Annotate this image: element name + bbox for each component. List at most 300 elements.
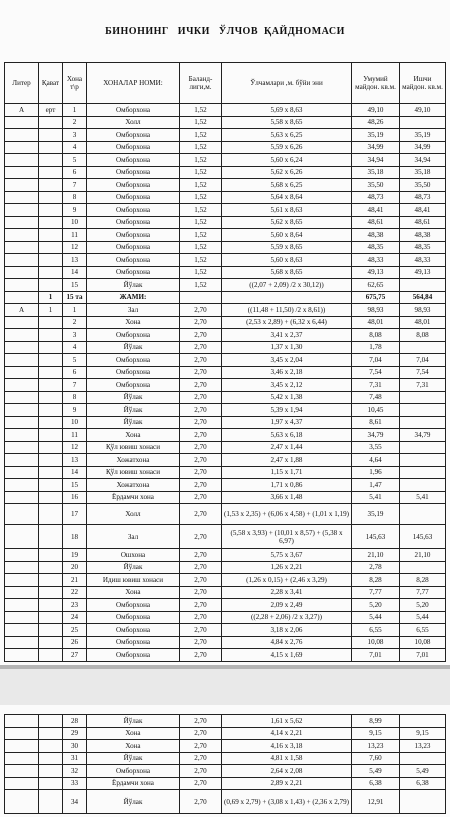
- table-row: [5, 561, 446, 574]
- cell-liter: [5, 649, 39, 662]
- cell-height: 2,70: [180, 429, 222, 442]
- cell-room-number: 16: [63, 491, 87, 504]
- cell-total-area: 7,04: [352, 354, 400, 367]
- cell-kavat: [39, 586, 63, 599]
- cell-height: 1,52: [180, 204, 222, 217]
- cell-dimensions: 3,41 х 2,37: [222, 329, 352, 342]
- cell-height: 2,70: [180, 525, 222, 549]
- table-row: [5, 574, 446, 587]
- cell-work-area: 48,33: [400, 254, 446, 267]
- cell-room-name: Идиш ювиш хонаси: [87, 574, 180, 587]
- header-dimensions: Ўлчамлари ,м. бўйи эни: [222, 63, 352, 104]
- cell-kavat: [39, 790, 63, 814]
- cell-kavat: [39, 116, 63, 129]
- cell-work-area: [400, 466, 446, 479]
- table-row: [5, 479, 446, 492]
- cell-room-number: 8: [63, 191, 87, 204]
- cell-work-area: [400, 341, 446, 354]
- cell-room-name: Омборхона: [87, 104, 180, 117]
- cell-total-area: 48,73: [352, 191, 400, 204]
- cell-room-number: 12: [63, 441, 87, 454]
- cell-total-area: 10,45: [352, 404, 400, 417]
- header-work-area: Ишчи майдон. кв.м.: [400, 63, 446, 104]
- cell-kavat: [39, 491, 63, 504]
- cell-dimensions: 5,68 х 8,65: [222, 266, 352, 279]
- cell-height: 2,70: [180, 479, 222, 492]
- cell-total-area: 35,19: [352, 129, 400, 142]
- cell-dimensions: 3,46 х 2,18: [222, 366, 352, 379]
- cell-room-name: Омборхона: [87, 611, 180, 624]
- table-row: [5, 752, 446, 765]
- cell-dimensions: 5,59 х 6,26: [222, 141, 352, 154]
- cell-room-number: 24: [63, 611, 87, 624]
- cell-dimensions: 2,89 х 2,21: [222, 777, 352, 790]
- cell-total-area: 6,38: [352, 777, 400, 790]
- cell-work-area: 48,41: [400, 204, 446, 217]
- table-row: [5, 765, 446, 778]
- cell-liter: [5, 191, 39, 204]
- cell-room-name: Омборхона: [87, 216, 180, 229]
- cell-room-name: Холл: [87, 504, 180, 525]
- cell-dimensions: 5,62 х 6,26: [222, 166, 352, 179]
- cell-total-area: 34,94: [352, 154, 400, 167]
- cell-liter: [5, 715, 39, 728]
- cell-room-name: Омборхона: [87, 166, 180, 179]
- cell-total-area: 8,08: [352, 329, 400, 342]
- cell-total-area: 2,78: [352, 561, 400, 574]
- table-row: [5, 104, 446, 117]
- cell-liter: [5, 454, 39, 467]
- table-row: [5, 715, 446, 728]
- cell-kavat: ерт: [39, 104, 63, 117]
- cell-room-number: 33: [63, 777, 87, 790]
- cell-total-area: 7,31: [352, 379, 400, 392]
- cell-height: 2,70: [180, 416, 222, 429]
- cell-dimensions: (2,53 х 2,89) + (6,32 х 6,44): [222, 316, 352, 329]
- cell-liter: [5, 466, 39, 479]
- cell-room-number: 20: [63, 561, 87, 574]
- cell-liter: [5, 404, 39, 417]
- cell-total-area: 9,15: [352, 727, 400, 740]
- cell-kavat: [39, 366, 63, 379]
- cell-work-area: 7,04: [400, 354, 446, 367]
- cell-height: 2,70: [180, 727, 222, 740]
- cell-liter: [5, 765, 39, 778]
- cell-height: 1,52: [180, 129, 222, 142]
- cell-dimensions: 4,14 х 2,21: [222, 727, 352, 740]
- table-row: [5, 525, 446, 549]
- cell-dimensions: 1,97 х 4,37: [222, 416, 352, 429]
- cell-room-name: Йўлак: [87, 715, 180, 728]
- cell-kavat: [39, 466, 63, 479]
- cell-kavat: [39, 752, 63, 765]
- cell-room-number: 28: [63, 715, 87, 728]
- cell-total-area: 35,19: [352, 504, 400, 525]
- table-row: [5, 154, 446, 167]
- cell-work-area: 48,38: [400, 229, 446, 242]
- cell-kavat: [39, 740, 63, 753]
- measurement-table-continued: [4, 714, 446, 814]
- cell-kavat: [39, 316, 63, 329]
- cell-room-name: Омборхона: [87, 241, 180, 254]
- cell-room-name: Йўлак: [87, 341, 180, 354]
- cell-liter: [5, 636, 39, 649]
- cell-dimensions: 5,63 х 6,25: [222, 129, 352, 142]
- cell-height: 2,70: [180, 354, 222, 367]
- cell-kavat: [39, 266, 63, 279]
- cell-dimensions: 4,81 х 1,58: [222, 752, 352, 765]
- document-page-2: [0, 705, 450, 817]
- table-row: [5, 624, 446, 637]
- cell-room-number: 29: [63, 727, 87, 740]
- cell-room-name: Ёрдамчи хона: [87, 491, 180, 504]
- cell-room-name: Омборхона: [87, 204, 180, 217]
- cell-height: 2,70: [180, 586, 222, 599]
- cell-work-area: 5,49: [400, 765, 446, 778]
- cell-room-number: 10: [63, 216, 87, 229]
- cell-height: 1,52: [180, 154, 222, 167]
- cell-dimensions: 4,16 х 3,18: [222, 740, 352, 753]
- cell-dimensions: 4,15 х 1,69: [222, 649, 352, 662]
- cell-kavat: [39, 154, 63, 167]
- cell-room-name: Омборхона: [87, 636, 180, 649]
- cell-dimensions: ((2,07 + 2,09) /2 х 30,12)): [222, 279, 352, 292]
- cell-room-number: 1: [63, 104, 87, 117]
- cell-room-name: Хона: [87, 727, 180, 740]
- cell-room-name: Хона: [87, 586, 180, 599]
- cell-room-number: 19: [63, 549, 87, 562]
- cell-room-number: 11: [63, 229, 87, 242]
- cell-total-area: 12,91: [352, 790, 400, 814]
- cell-work-area: 35,19: [400, 129, 446, 142]
- cell-height: 1,52: [180, 166, 222, 179]
- cell-work-area: [400, 504, 446, 525]
- table-row: [5, 504, 446, 525]
- cell-kavat: [39, 611, 63, 624]
- cell-room-name: Йўлак: [87, 404, 180, 417]
- cell-liter: [5, 549, 39, 562]
- cell-room-number: 14: [63, 466, 87, 479]
- cell-height: 2,70: [180, 366, 222, 379]
- cell-total-area: 5,20: [352, 599, 400, 612]
- cell-height: 1,52: [180, 216, 222, 229]
- cell-dimensions: 2,64 х 2,08: [222, 765, 352, 778]
- cell-room-number: 32: [63, 765, 87, 778]
- cell-dimensions: 5,39 х 1,94: [222, 404, 352, 417]
- cell-kavat: [39, 649, 63, 662]
- cell-room-name: Омборхона: [87, 379, 180, 392]
- cell-liter: А: [5, 304, 39, 317]
- cell-liter: [5, 316, 39, 329]
- cell-work-area: 5,41: [400, 491, 446, 504]
- cell-room-number: 4: [63, 141, 87, 154]
- cell-work-area: 21,10: [400, 549, 446, 562]
- header-kavat: Қават: [39, 63, 63, 104]
- cell-total-area: 8,28: [352, 574, 400, 587]
- cell-room-number: 31: [63, 752, 87, 765]
- cell-total-area: 49,10: [352, 104, 400, 117]
- cell-room-count: 15 та: [63, 291, 87, 304]
- cell-room-number: 23: [63, 599, 87, 612]
- cell-room-name: Омборхона: [87, 624, 180, 637]
- cell-liter: [5, 179, 39, 192]
- cell-liter: [5, 391, 39, 404]
- cell-work-area: 5,44: [400, 611, 446, 624]
- cell-liter: [5, 525, 39, 549]
- cell-liter: [5, 561, 39, 574]
- cell-height: 2,70: [180, 649, 222, 662]
- cell-kavat: [39, 229, 63, 242]
- cell-room-number: 30: [63, 740, 87, 753]
- cell-work-area: 34,99: [400, 141, 446, 154]
- cell-liter: [5, 341, 39, 354]
- cell-dimensions: 5,60 х 8,64: [222, 229, 352, 242]
- cell-work-area: [400, 416, 446, 429]
- table-row: [5, 166, 446, 179]
- cell-liter: [5, 479, 39, 492]
- cell-room-number: 2: [63, 316, 87, 329]
- cell-kavat: [39, 574, 63, 587]
- cell-work-area: 48,35: [400, 241, 446, 254]
- cell-total-area: 8,99: [352, 715, 400, 728]
- cell-work-area: [400, 116, 446, 129]
- cell-total-area: 5,44: [352, 611, 400, 624]
- cell-dimensions: 5,60 х 8,63: [222, 254, 352, 267]
- cell-total-area: 48,33: [352, 254, 400, 267]
- cell-kavat: [39, 624, 63, 637]
- cell-height: 2,70: [180, 752, 222, 765]
- cell-work-area: [400, 715, 446, 728]
- cell-height: 2,70: [180, 316, 222, 329]
- cell-room-name: Зал: [87, 525, 180, 549]
- cell-kavat: [39, 404, 63, 417]
- cell-dimensions: 2,47 х 1,44: [222, 441, 352, 454]
- cell-room-name: Омборхона: [87, 266, 180, 279]
- cell-height: 2,70: [180, 404, 222, 417]
- cell-room-number: 25: [63, 624, 87, 637]
- cell-work-area: 49,13: [400, 266, 446, 279]
- cell-kavat: [39, 525, 63, 549]
- cell-room-number: 26: [63, 636, 87, 649]
- cell-dimensions: 4,84 х 2,76: [222, 636, 352, 649]
- cell-liter: [5, 790, 39, 814]
- cell-room-name: Йўлак: [87, 416, 180, 429]
- cell-total-area: 8,61: [352, 416, 400, 429]
- cell-liter: [5, 599, 39, 612]
- cell-work-area: [400, 561, 446, 574]
- cell-work-area: 35,50: [400, 179, 446, 192]
- table-row: [5, 366, 446, 379]
- header-total-area: Умумий майдон. кв.м.: [352, 63, 400, 104]
- table-row: [5, 191, 446, 204]
- cell-total-area: 675,75: [352, 291, 400, 304]
- cell-total-area: 62,65: [352, 279, 400, 292]
- table-row: [5, 611, 446, 624]
- cell-dimensions: (1,26 х 0,15) + (2,46 х 3,29): [222, 574, 352, 587]
- cell-height: 2,70: [180, 740, 222, 753]
- cell-work-area: 48,73: [400, 191, 446, 204]
- cell-work-area: 34,79: [400, 429, 446, 442]
- cell-room-number: 7: [63, 179, 87, 192]
- cell-liter: [5, 504, 39, 525]
- cell-liter: [5, 241, 39, 254]
- cell-room-number: 17: [63, 504, 87, 525]
- table-row: [5, 454, 446, 467]
- cell-kavat: [39, 549, 63, 562]
- cell-liter: [5, 429, 39, 442]
- cell-total-area: 10,08: [352, 636, 400, 649]
- cell-room-number: 5: [63, 154, 87, 167]
- cell-height: 2,70: [180, 636, 222, 649]
- cell-room-name: Холл: [87, 116, 180, 129]
- cell-height: 2,70: [180, 611, 222, 624]
- cell-height: 1,52: [180, 266, 222, 279]
- cell-liter: [5, 740, 39, 753]
- cell-total-area: 5,49: [352, 765, 400, 778]
- cell-liter: [5, 254, 39, 267]
- cell-room-number: 1: [63, 304, 87, 317]
- cell-room-number: 10: [63, 416, 87, 429]
- cell-dimensions: 1,71 х 0,86: [222, 479, 352, 492]
- cell-dimensions: 3,45 х 2,04: [222, 354, 352, 367]
- cell-kavat: [39, 341, 63, 354]
- cell-total-area: 98,93: [352, 304, 400, 317]
- table-row: [5, 341, 446, 354]
- cell-liter: [5, 329, 39, 342]
- cell-kavat: [39, 254, 63, 267]
- cell-liter: [5, 204, 39, 217]
- cell-liter: [5, 586, 39, 599]
- table-row: [5, 429, 446, 442]
- cell-height: 1,52: [180, 254, 222, 267]
- cell-room-name: Қўл ювиш хонаси: [87, 441, 180, 454]
- cell-total-area: 48,38: [352, 229, 400, 242]
- cell-total-area: 7,54: [352, 366, 400, 379]
- table-row: [5, 129, 446, 142]
- cell-liter: [5, 216, 39, 229]
- cell-kavat: [39, 191, 63, 204]
- cell-work-area: [400, 479, 446, 492]
- cell-dimensions: ((11,48 + 11,50) /2 х 8,61)): [222, 304, 352, 317]
- cell-work-area: 7,01: [400, 649, 446, 662]
- cell-height: 2,70: [180, 765, 222, 778]
- cell-room-number: 4: [63, 341, 87, 354]
- cell-dimensions: (5,58 х 3,93) + (10,01 х 8,57) + (5,38 х 6,97): [222, 525, 352, 549]
- cell-kavat: [39, 727, 63, 740]
- table-row: [5, 441, 446, 454]
- subtotal-row: [5, 291, 446, 304]
- cell-dimensions: 5,64 х 8,64: [222, 191, 352, 204]
- cell-room-name: Ёрдамчи хона: [87, 777, 180, 790]
- cell-work-area: 564,84: [400, 291, 446, 304]
- cell-work-area: 6,38: [400, 777, 446, 790]
- cell-work-area: 5,20: [400, 599, 446, 612]
- cell-total-area: 34,79: [352, 429, 400, 442]
- cell-liter: [5, 291, 39, 304]
- cell-height: 2,70: [180, 504, 222, 525]
- cell-dimensions: 5,61 х 8,63: [222, 204, 352, 217]
- cell-room-number: 27: [63, 649, 87, 662]
- cell-liter: [5, 129, 39, 142]
- table-row: [5, 329, 446, 342]
- cell-liter: [5, 141, 39, 154]
- table-row: [5, 316, 446, 329]
- cell-total-area: 1,78: [352, 341, 400, 354]
- cell-kavat: [39, 379, 63, 392]
- cell-room-name: Йўлак: [87, 279, 180, 292]
- cell-total-area: 48,41: [352, 204, 400, 217]
- cell-room-name: Зал: [87, 304, 180, 317]
- cell-room-name: Омборхона: [87, 191, 180, 204]
- cell-dimensions: 5,42 х 1,38: [222, 391, 352, 404]
- cell-kavat: [39, 354, 63, 367]
- table-row: [5, 241, 446, 254]
- table-row: [5, 790, 446, 814]
- cell-total-area: 48,35: [352, 241, 400, 254]
- cell-work-area: 8,28: [400, 574, 446, 587]
- cell-dimensions: 5,69 х 8,63: [222, 104, 352, 117]
- cell-room-name: Омборхона: [87, 366, 180, 379]
- cell-total-area: 35,18: [352, 166, 400, 179]
- table-row: [5, 491, 446, 504]
- cell-total-area: 1,96: [352, 466, 400, 479]
- cell-dimensions: 2,47 х 1,88: [222, 454, 352, 467]
- cell-liter: [5, 266, 39, 279]
- cell-work-area: 48,61: [400, 216, 446, 229]
- cell-room-number: 18: [63, 525, 87, 549]
- cell-dimensions: 5,68 х 6,25: [222, 179, 352, 192]
- cell-kavat: [39, 479, 63, 492]
- table-row: [5, 727, 446, 740]
- cell-height: 2,70: [180, 304, 222, 317]
- cell-room-name: Омборхона: [87, 154, 180, 167]
- cell-height: 2,70: [180, 391, 222, 404]
- cell-dimensions: 5,59 х 8,65: [222, 241, 352, 254]
- cell-room-number: 14: [63, 266, 87, 279]
- header-liter: Литер: [5, 63, 39, 104]
- cell-total-area: 7,48: [352, 391, 400, 404]
- cell-liter: [5, 624, 39, 637]
- cell-room-name: Омборхона: [87, 354, 180, 367]
- cell-dimensions: 1,15 х 1,71: [222, 466, 352, 479]
- cell-kavat: [39, 416, 63, 429]
- cell-dimensions: 2,09 х 2,49: [222, 599, 352, 612]
- cell-liter: [5, 354, 39, 367]
- table-row: [5, 777, 446, 790]
- cell-room-number: 3: [63, 129, 87, 142]
- cell-room-number: 22: [63, 586, 87, 599]
- cell-kavat: [39, 454, 63, 467]
- table-row: [5, 204, 446, 217]
- cell-total-area: 7,60: [352, 752, 400, 765]
- cell-dimensions: (1,53 х 2,35) + (6,06 х 4,58) + (1,01 х 1,19): [222, 504, 352, 525]
- cell-room-number: 15: [63, 479, 87, 492]
- cell-kavat: [39, 129, 63, 142]
- cell-work-area: 6,55: [400, 624, 446, 637]
- cell-total-label: ЖАМИ:: [87, 291, 180, 304]
- cell-room-name: Омборхона: [87, 179, 180, 192]
- cell-total-area: 13,23: [352, 740, 400, 753]
- cell-dimensions: 3,18 х 2,06: [222, 624, 352, 637]
- cell-room-number: 7: [63, 379, 87, 392]
- cell-room-number: 9: [63, 204, 87, 217]
- cell-work-area: [400, 790, 446, 814]
- cell-kavat: [39, 204, 63, 217]
- table-row: [5, 416, 446, 429]
- table-row: [5, 116, 446, 129]
- cell-work-area: 13,23: [400, 740, 446, 753]
- table-row: [5, 141, 446, 154]
